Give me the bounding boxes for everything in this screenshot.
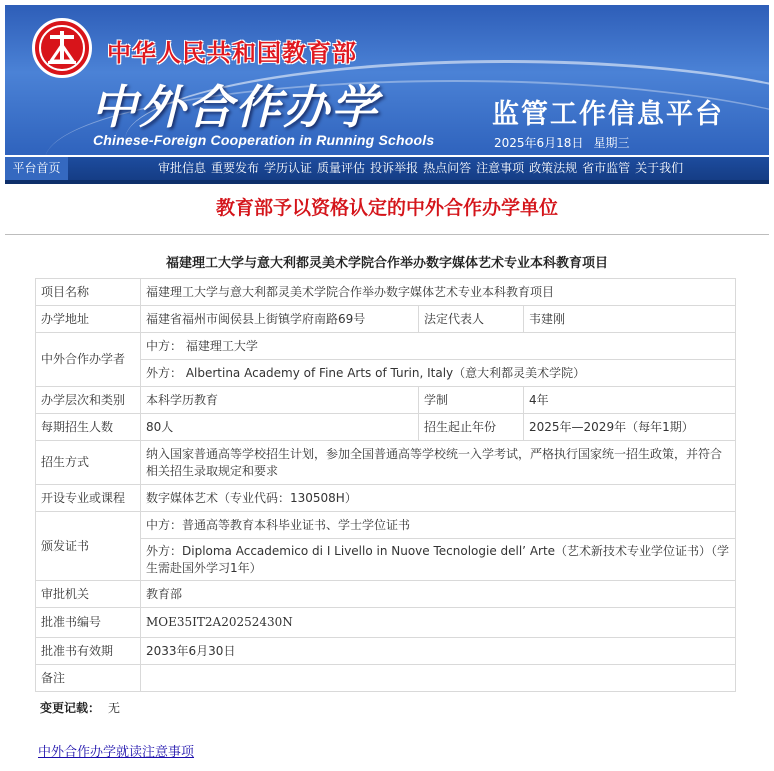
field-label: 审批机关	[36, 581, 141, 608]
table-row	[36, 306, 736, 333]
site-title: 中外合作办学	[91, 80, 379, 134]
nav-item-policies[interactable]: 政策法规	[529, 161, 578, 175]
table-row	[36, 665, 736, 692]
nav-item-complaints[interactable]: 投诉举报	[370, 161, 419, 175]
field-value: 教育部	[141, 581, 736, 608]
table-row	[36, 387, 736, 414]
current-date	[494, 134, 639, 151]
table-row	[36, 441, 736, 485]
table-row	[36, 360, 736, 387]
field-label: 办学地址	[36, 306, 141, 333]
field-value: 2025年—2029年（每年1期）	[524, 414, 736, 441]
nav-item-faq[interactable]: 热点问答	[423, 161, 472, 175]
field-value: 2033年6月30日	[141, 638, 736, 665]
field-value: 纳入国家普通高等学校招生计划，参加全国普通高等学校统一入学考试，严格执行国家统一招生政策，并符合相关招生录取规定和要求	[141, 441, 736, 485]
field-label: 项目名称	[36, 279, 141, 306]
table-row	[36, 485, 736, 512]
table-row	[36, 638, 736, 665]
nav-item-about[interactable]: 关于我们	[635, 161, 684, 175]
table-row	[36, 279, 736, 306]
field-value: 外方：Diploma Accademico di I Livello in Nuove Tecnologie dell’ Arte（艺术新技术专业学位证书）（学生需赴国外学习1年）	[141, 539, 736, 581]
change-record-value: 无	[108, 701, 121, 715]
field-label: 法定代表人	[419, 306, 524, 333]
nav-item-degree-certification[interactable]: 学历认证	[264, 161, 313, 175]
field-label: 中外合作办学者	[36, 333, 141, 387]
weekday-text: 星期三	[593, 136, 630, 150]
project-info-table	[35, 278, 736, 692]
field-label: 批准书编号	[36, 608, 141, 638]
field-value: 本科学历教育	[141, 387, 419, 414]
table-row	[36, 539, 736, 581]
field-label: 备注	[36, 665, 141, 692]
table-row	[36, 608, 736, 638]
field-value: 中方：普通高等教育本科毕业证书、学士学位证书	[141, 512, 736, 539]
change-record-label: 变更记载：	[40, 701, 101, 715]
nav-menu	[158, 157, 688, 180]
field-value: 80人	[141, 414, 419, 441]
notice-link[interactable]: 中外合作办学就读注意事项	[38, 745, 195, 760]
table-row	[36, 414, 736, 441]
field-label: 批准书有效期	[36, 638, 141, 665]
date-text: 2025年6月18日	[494, 136, 584, 150]
site-title-english: Chinese-Foreign Cooperation in Running Schools	[93, 132, 435, 148]
nav-item-provincial-supervision[interactable]: 省市监管	[582, 161, 631, 175]
field-value: 外方： Albertina Academy of Fine Arts of Turin, Italy（意大利都灵美术学院）	[141, 360, 736, 387]
table-row	[36, 333, 736, 360]
nav-item-important-releases[interactable]: 重要发布	[211, 161, 260, 175]
field-value: 中方： 福建理工大学	[141, 333, 736, 360]
main-nav	[5, 157, 769, 184]
platform-name: 监管工作信息平台	[492, 99, 724, 130]
ministry-logo-icon	[32, 18, 92, 78]
nav-item-quality-assessment[interactable]: 质量评估	[317, 161, 366, 175]
field-label: 学制	[419, 387, 524, 414]
ministry-name: 中华人民共和国教育部	[107, 39, 357, 67]
field-value: 韦建刚	[524, 306, 736, 333]
nav-item-notes[interactable]: 注意事项	[476, 161, 525, 175]
field-value: 4年	[524, 387, 736, 414]
field-value: 数字媒体艺术（专业代码：130508H）	[141, 485, 736, 512]
header-banner	[5, 5, 769, 155]
project-heading: 福建理工大学与意大利都灵美术学院合作举办数字媒体艺术专业本科教育项目	[165, 256, 608, 271]
field-label: 招生起止年份	[419, 414, 524, 441]
field-label: 颁发证书	[36, 512, 141, 581]
nav-item-approval-info[interactable]: 审批信息	[158, 161, 207, 175]
page-title: 教育部予以资格认定的中外合作办学单位	[215, 197, 558, 219]
nav-home[interactable]: 平台首页	[5, 157, 68, 180]
field-label: 招生方式	[36, 441, 141, 485]
field-value: 福建理工大学与意大利都灵美术学院合作举办数字媒体艺术专业本科教育项目	[141, 279, 736, 306]
field-value	[141, 665, 736, 692]
field-value: 福建省福州市闽侯县上街镇学府南路69号	[141, 306, 419, 333]
field-label: 办学层次和类别	[36, 387, 141, 414]
table-row	[36, 512, 736, 539]
field-label: 每期招生人数	[36, 414, 141, 441]
divider	[5, 234, 769, 235]
table-row	[36, 581, 736, 608]
field-label: 开设专业或课程	[36, 485, 141, 512]
field-value: MOE35IT2A20252430N	[141, 608, 736, 638]
change-record	[40, 699, 120, 716]
